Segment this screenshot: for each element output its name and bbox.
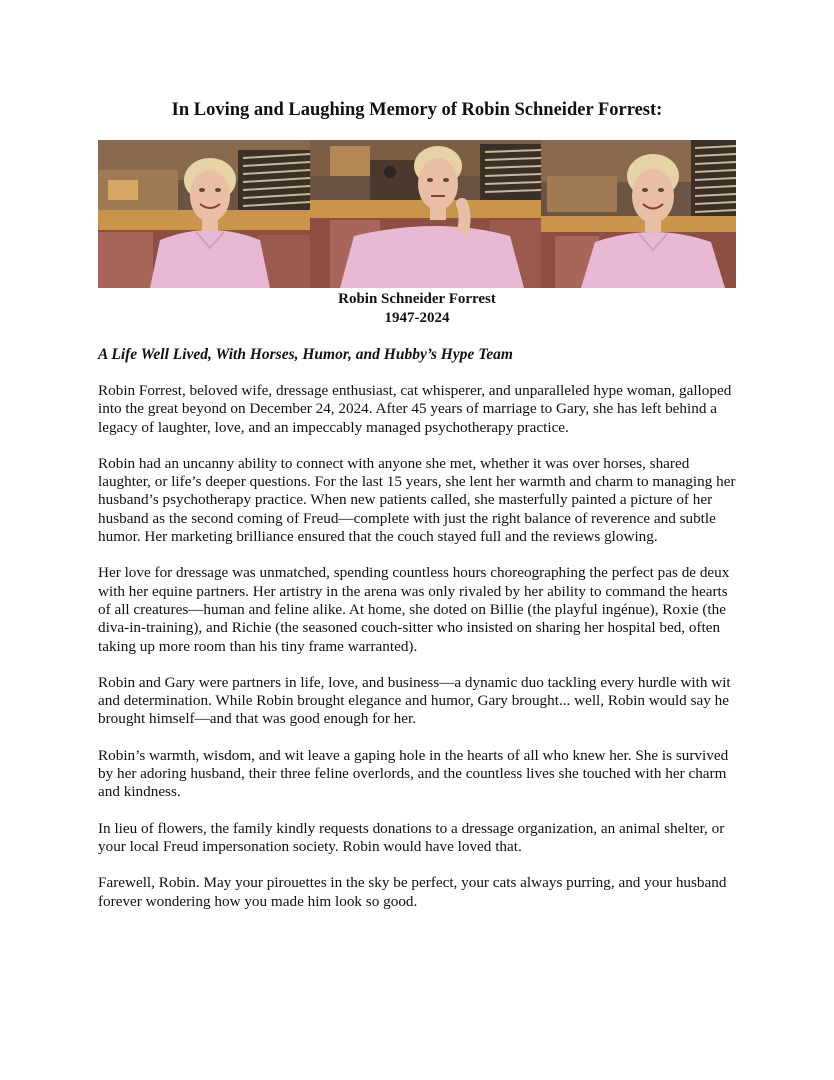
portrait-photo-3: [541, 140, 736, 288]
paragraph-6: In lieu of flowers, the family kindly requests donations to a dressage organization, an animal shelter, or your local Freud impersonation society. Robin would have loved that.: [98, 819, 725, 855]
paragraph-2: Robin had an uncanny ability to connect with anyone she met, whether it was over horses, shared laughter, or life’s deeper questions. For the last 15 years, she lent her warmth and charm to managing her husband’s psychotherapy practice. When new patients called, she masterfully painted a picture of her husband as the second coming of Freud—complete with just the right balance of reverence and subtle humor. Her marketing brilliance ensured that the couch stayed full and the reviews glowing.: [98, 454, 736, 546]
obituary-body: [98, 382, 740, 929]
paragraph-7: Farewell, Robin. May your pirouettes in the sky be perfect, your cats always purring, and your husband forever wondering how you made him look so good.: [98, 874, 727, 910]
paragraph-1: Robin Forrest, beloved wife, dressage enthusiast, cat whisperer, and unparalleled hype woman, galloped into the great beyond on December 24, 2024. After 45 years of marriage to Gary, she has left behind a legacy of laughter, love, and an impeccably managed psychotherapy practice.: [98, 382, 732, 436]
subheading: A Life Well Lived, With Horses, Humor, and Hubby’s Hype Team: [98, 346, 513, 363]
photo-strip: [98, 140, 736, 288]
paragraph-3: Her love for dressage was unmatched, spending countless hours choreographing the perfect pas de deux with her equine partners. Her artistry in the arena was only rivaled by her ability to command the hearts of all creatures—human and feline alike. At home, she doted on Billie (the playful ingénue), Roxie (the diva-in-training), and Richie (the seasoned couch-sitter who insisted on sharing her hospital bed, often taking up more room than his tiny frame warranted).: [98, 564, 730, 655]
portrait-photo-1: [98, 140, 310, 288]
portrait-photo-2: [310, 140, 541, 288]
paragraph-4: Robin and Gary were partners in life, love, and business—a dynamic duo tackling every hurdle with wit and determination. While Robin brought elegance and humor, Gary brought... well, Robin would say he brought himself—and that was good enough for her.: [98, 673, 731, 728]
photo-caption: [0, 290, 834, 328]
document-title: In Loving and Laughing Memory of Robin Schneider Forrest:: [171, 100, 663, 120]
caption-years: 1947-2024: [384, 310, 450, 326]
caption-name: Robin Schneider Forrest: [338, 291, 496, 307]
paragraph-5: Robin’s warmth, wisdom, and wit leave a gaping hole in the hearts of all who knew her. She is survived by her adoring husband, their three feline overlords, and the countless lives she touched with her charm and kindness.: [98, 746, 729, 801]
